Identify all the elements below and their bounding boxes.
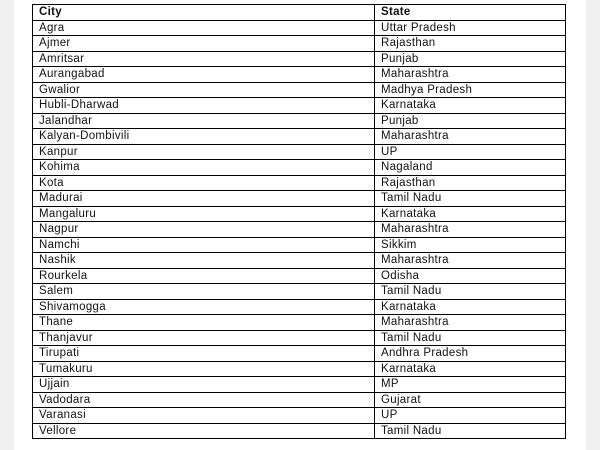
- state-cell: Tamil Nadu: [375, 423, 566, 439]
- state-cell: Madhya Pradesh: [375, 82, 566, 98]
- header-city: City: [33, 5, 375, 21]
- state-cell: Maharashtra: [375, 253, 566, 269]
- city-cell: Vellore: [33, 423, 375, 439]
- state-cell: Maharashtra: [375, 67, 566, 83]
- table-row: [33, 423, 566, 439]
- table-row: [33, 284, 566, 300]
- city-cell: Kanpur: [33, 144, 375, 160]
- table-row: [33, 175, 566, 191]
- city-cell: Amritsar: [33, 51, 375, 67]
- state-cell: Maharashtra: [375, 222, 566, 238]
- document-page: [14, 0, 586, 450]
- state-cell: Karnataka: [375, 361, 566, 377]
- state-cell: Karnataka: [375, 206, 566, 222]
- table-row: [33, 315, 566, 331]
- city-cell: Tirupati: [33, 346, 375, 362]
- table-body: [33, 20, 566, 439]
- table-header-row: [33, 5, 566, 21]
- table-row: [33, 206, 566, 222]
- table-row: [33, 361, 566, 377]
- table-row: [33, 113, 566, 129]
- table-row: [33, 330, 566, 346]
- city-cell: Vadodara: [33, 392, 375, 408]
- table-row: [33, 82, 566, 98]
- city-cell: Madurai: [33, 191, 375, 207]
- state-cell: Punjab: [375, 113, 566, 129]
- state-cell: Gujarat: [375, 392, 566, 408]
- state-cell: Nagaland: [375, 160, 566, 176]
- table-row: [33, 191, 566, 207]
- city-cell: Nagpur: [33, 222, 375, 238]
- state-cell: Odisha: [375, 268, 566, 284]
- state-cell: UP: [375, 408, 566, 424]
- state-cell: Sikkim: [375, 237, 566, 253]
- state-cell: Rajasthan: [375, 175, 566, 191]
- state-cell: MP: [375, 377, 566, 393]
- table-row: [33, 268, 566, 284]
- city-cell: Gwalior: [33, 82, 375, 98]
- state-cell: Karnataka: [375, 299, 566, 315]
- city-cell: Kalyan-Dombivili: [33, 129, 375, 145]
- city-cell: Hubli-Dharwad: [33, 98, 375, 114]
- table-row: [33, 36, 566, 52]
- table-row: [33, 377, 566, 393]
- city-cell: Tumakuru: [33, 361, 375, 377]
- city-cell: Salem: [33, 284, 375, 300]
- state-cell: Karnataka: [375, 98, 566, 114]
- state-cell: UP: [375, 144, 566, 160]
- table-row: [33, 237, 566, 253]
- table-row: [33, 346, 566, 362]
- state-cell: Maharashtra: [375, 315, 566, 331]
- state-cell: Andhra Pradesh: [375, 346, 566, 362]
- state-cell: Uttar Pradesh: [375, 20, 566, 36]
- city-cell: Ujjain: [33, 377, 375, 393]
- city-cell: Kota: [33, 175, 375, 191]
- table-row: [33, 144, 566, 160]
- city-cell: Aurangabad: [33, 67, 375, 83]
- table-row: [33, 392, 566, 408]
- city-state-table: [32, 4, 566, 439]
- table-row: [33, 129, 566, 145]
- city-cell: Rourkela: [33, 268, 375, 284]
- city-cell: Mangaluru: [33, 206, 375, 222]
- city-cell: Thane: [33, 315, 375, 331]
- city-cell: Agra: [33, 20, 375, 36]
- city-cell: Jalandhar: [33, 113, 375, 129]
- city-cell: Varanasi: [33, 408, 375, 424]
- state-cell: Maharashtra: [375, 129, 566, 145]
- table-row: [33, 160, 566, 176]
- city-cell: Nashik: [33, 253, 375, 269]
- table-row: [33, 98, 566, 114]
- city-cell: Kohima: [33, 160, 375, 176]
- state-cell: Rajasthan: [375, 36, 566, 52]
- state-cell: Tamil Nadu: [375, 284, 566, 300]
- city-cell: Shivamogga: [33, 299, 375, 315]
- table-row: [33, 20, 566, 36]
- table-row: [33, 253, 566, 269]
- table-row: [33, 222, 566, 238]
- city-cell: Namchi: [33, 237, 375, 253]
- state-cell: Tamil Nadu: [375, 191, 566, 207]
- table-row: [33, 408, 566, 424]
- header-state: State: [375, 5, 566, 21]
- table-row: [33, 67, 566, 83]
- city-cell: Ajmer: [33, 36, 375, 52]
- table-row: [33, 299, 566, 315]
- city-cell: Thanjavur: [33, 330, 375, 346]
- state-cell: Punjab: [375, 51, 566, 67]
- table-row: [33, 51, 566, 67]
- state-cell: Tamil Nadu: [375, 330, 566, 346]
